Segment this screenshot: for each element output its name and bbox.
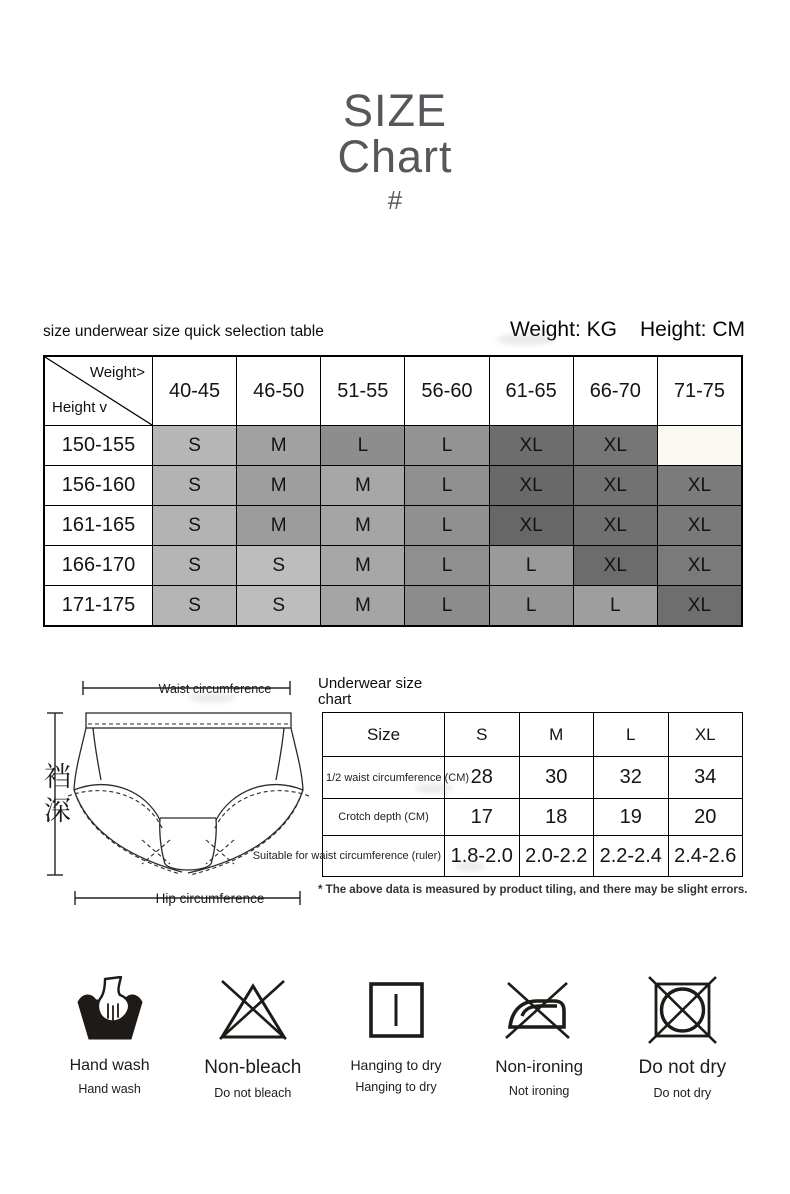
- care-item-hand-wash: [38, 974, 181, 1100]
- weight-column-header: 46-50: [236, 357, 320, 425]
- care-item-do-not-iron: [468, 974, 611, 1100]
- size-cell: M: [320, 465, 404, 505]
- underwear-chart-title: [318, 676, 422, 708]
- size-cell: XL: [573, 505, 657, 545]
- size-cell: S: [236, 545, 320, 585]
- weight-column-header: 71-75: [657, 357, 741, 425]
- care-icons-row: [38, 974, 754, 1100]
- table-caption: size underwear size quick selection table: [43, 323, 324, 340]
- hip-circumference-label: Hip circumference: [155, 891, 265, 906]
- size-cell: S: [152, 585, 236, 625]
- weight-unit-label: Weight: KG: [509, 318, 617, 341]
- size-cell: L: [489, 585, 573, 625]
- height-unit-label: Height: CM: [639, 318, 745, 341]
- care-label: Hanging to dry: [350, 1057, 442, 1073]
- uw-header-cell: XL: [668, 713, 743, 756]
- uw-value-cell: 28: [444, 756, 519, 798]
- weight-column-header: 56-60: [404, 357, 488, 425]
- do-not-iron-icon: [499, 974, 579, 1044]
- size-cell: [657, 425, 741, 465]
- corner-weight-label: Weight>: [89, 364, 145, 381]
- size-cell: L: [404, 465, 488, 505]
- size-cell: XL: [489, 465, 573, 505]
- size-cell: M: [236, 425, 320, 465]
- size-cell: XL: [573, 465, 657, 505]
- size-cell: L: [404, 585, 488, 625]
- uw-value-cell: 34: [668, 756, 743, 798]
- weight-column-header: 61-65: [489, 357, 573, 425]
- size-selection-table: [43, 355, 743, 627]
- uw-header-cell: S: [444, 713, 519, 756]
- uw-value-cell: 30: [519, 756, 594, 798]
- measurement-note: * The above data is measured by product tiling, and there may be slight errors.: [318, 884, 748, 896]
- care-label: Non-ironing: [495, 1057, 584, 1076]
- uw-value-cell: 18: [519, 798, 594, 835]
- watermark-smudge: [497, 334, 555, 345]
- uw-value-cell: 2.2-2.4: [593, 835, 668, 876]
- care-sublabel: Hanging to dry: [355, 1080, 437, 1094]
- uw-value-cell: 19: [593, 798, 668, 835]
- size-cell: L: [404, 545, 488, 585]
- care-sublabel: Do not bleach: [214, 1086, 292, 1100]
- corner-height-label: Height v: [52, 399, 108, 416]
- care-item-do-not-dry: [611, 974, 754, 1100]
- height-row-header: 166-170: [45, 545, 152, 585]
- uw-header-cell: L: [593, 713, 668, 756]
- waist-circumference-label: Waist circumference: [158, 682, 272, 696]
- uw-value-cell: 20: [668, 798, 743, 835]
- uw-row-label: [252, 835, 444, 876]
- uw-row-label-text: 1/2 waist circumference (CM): [326, 771, 470, 784]
- underwear-chart-title-line1: Underwear size: [318, 675, 423, 692]
- size-cell: XL: [573, 545, 657, 585]
- size-cell: M: [236, 505, 320, 545]
- height-row-header: 171-175: [45, 585, 152, 625]
- size-cell: M: [320, 545, 404, 585]
- title-hash: #: [387, 185, 403, 215]
- table-caption-row: [43, 318, 745, 342]
- height-row-header: 156-160: [45, 465, 152, 505]
- weight-column-header: 66-70: [573, 357, 657, 425]
- watermark-smudge: [455, 862, 485, 871]
- hand-wash-icon: [70, 974, 150, 1044]
- weight-column-header: 40-45: [152, 357, 236, 425]
- size-cell: S: [152, 505, 236, 545]
- care-sublabel: Not ironing: [508, 1084, 570, 1098]
- uw-row-label-text: Suitable for waist circumference (ruler): [252, 850, 441, 862]
- size-cell: M: [236, 465, 320, 505]
- watermark-smudge: [415, 784, 453, 793]
- size-cell: XL: [489, 425, 573, 465]
- underwear-size-table: [252, 712, 743, 877]
- size-cell: L: [320, 425, 404, 465]
- uw-header-cell: M: [519, 713, 594, 756]
- size-cell: S: [152, 425, 236, 465]
- corner-cell: [45, 357, 152, 425]
- uw-value-cell: 1.8-2.0: [444, 835, 519, 876]
- page-title: [0, 85, 790, 216]
- weight-column-header: 51-55: [320, 357, 404, 425]
- size-cell: L: [404, 425, 488, 465]
- size-cell: M: [320, 505, 404, 545]
- care-label: Do not dry: [638, 1057, 727, 1078]
- underwear-chart-title-line2: chart: [318, 691, 352, 708]
- uw-row-label-text: Crotch depth (CM): [338, 811, 429, 823]
- size-cell: XL: [573, 425, 657, 465]
- size-cell: XL: [489, 505, 573, 545]
- size-cell: XL: [657, 585, 741, 625]
- uw-value-cell: 2.4-2.6: [668, 835, 743, 876]
- size-cell: L: [489, 545, 573, 585]
- care-item-do-not-bleach: [181, 974, 324, 1100]
- title-line-1: SIZE: [342, 85, 448, 136]
- height-row-header: 161-165: [45, 505, 152, 545]
- care-label: Hand wash: [69, 1057, 150, 1074]
- crotch-depth-cn-label: 裆深: [40, 762, 70, 830]
- uw-row-label: [323, 798, 444, 835]
- care-sublabel: Hand wash: [78, 1082, 141, 1096]
- care-label: Non-bleach: [204, 1057, 302, 1078]
- height-row-header: 150-155: [45, 425, 152, 465]
- hang-to-dry-icon: [356, 974, 436, 1044]
- title-line-2: Chart: [337, 131, 453, 182]
- size-cell: M: [320, 585, 404, 625]
- uw-header-cell: Size: [366, 724, 401, 744]
- size-cell: L: [404, 505, 488, 545]
- uw-value-cell: 2.0-2.2: [519, 835, 594, 876]
- do-not-dry-icon: [642, 974, 722, 1044]
- size-cell: S: [152, 465, 236, 505]
- do-not-bleach-icon: [213, 974, 293, 1044]
- uw-value-cell: 32: [593, 756, 668, 798]
- size-cell: XL: [657, 505, 741, 545]
- size-cell: L: [573, 585, 657, 625]
- care-sublabel: Do not dry: [653, 1086, 712, 1100]
- size-cell: S: [236, 585, 320, 625]
- uw-value-cell: 17: [444, 798, 519, 835]
- underwear-diagram: [30, 672, 320, 912]
- watermark-smudge: [188, 693, 236, 702]
- size-cell: XL: [657, 545, 741, 585]
- size-cell: S: [152, 545, 236, 585]
- size-cell: XL: [657, 465, 741, 505]
- care-item-hang-to-dry: [324, 974, 467, 1100]
